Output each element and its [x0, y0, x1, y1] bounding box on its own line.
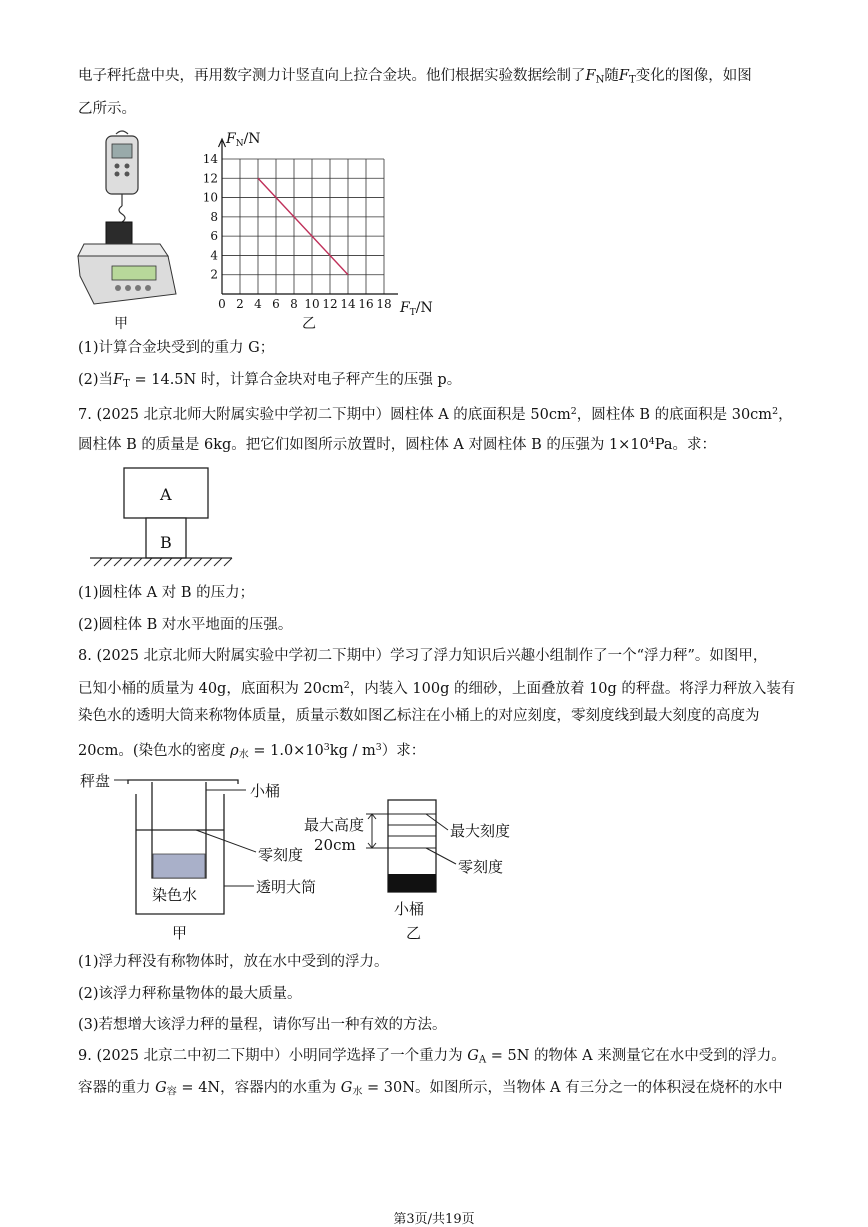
q8-text-c: ，内装入 — [349, 681, 413, 698]
q8-text-d: 的细砂，上面叠放着 — [449, 681, 590, 698]
scale-pan — [128, 780, 238, 784]
y-tick-label: 12 — [202, 171, 218, 186]
bucket-label: 小桶 — [250, 782, 281, 800]
y-tick-label: 6 — [210, 229, 218, 244]
q7-pressure-exp: 4 — [648, 436, 655, 447]
symbol-fn: F — [585, 68, 596, 84]
q7-line-1: 7. (2025 北京北师大附属实验中学初二下期中）圆柱体 A 的底面积是 $50cm^2$，圆柱体 B 的底面积是 $30cm^2$， — [78, 406, 793, 424]
data-line — [258, 178, 348, 274]
symbol-gw-sub: 水 — [352, 1086, 363, 1098]
x-tick-label: 8 — [290, 297, 298, 311]
q8-text-e: 的秤盘。将浮力秤放入装有 — [616, 681, 796, 698]
q7-text-e: 。把它们如图所示放置时，圆柱体 A 对圆柱体 B 的压强为 — [231, 437, 609, 454]
q7-mass-b: 6kg — [203, 437, 232, 454]
y-tick-label: 8 — [210, 209, 218, 224]
x-tick-label: 2 — [236, 297, 244, 311]
q8-density: = 1.0×10 — [248, 743, 324, 760]
q7-pressure-unit: Pa — [654, 437, 673, 454]
symbol-fn-sub: N — [595, 74, 605, 86]
x-axis-label: $F_T/N$ — [400, 300, 433, 318]
symbol-rho-sub: 水 — [238, 749, 249, 761]
q8-line-4 — [78, 738, 425, 766]
symbol-ft: F — [618, 68, 629, 84]
symbol-rho: ρ — [230, 743, 239, 760]
label-yi-8: 乙 — [406, 924, 422, 942]
q9-line-1 — [78, 1046, 786, 1071]
fn-ft-chart — [203, 131, 433, 318]
label-jia-8: 甲 — [172, 924, 188, 942]
label-yi: 乙 — [302, 316, 316, 332]
x-tick-label: 10 — [304, 297, 320, 311]
q6-part2-a: (2)当 — [78, 372, 114, 388]
q6-part1: (1)计算合金块受到的重力 G； — [78, 340, 275, 356]
bucket-sand — [388, 874, 436, 892]
q8-density-unit: kg / m — [329, 743, 376, 760]
zero-label: 零刻度 — [258, 846, 304, 864]
symbol-ga: G — [467, 1048, 479, 1064]
y-tick-label: 2 — [210, 267, 218, 282]
cylinder-a-label: A — [160, 485, 172, 504]
q8-mass: 40g — [198, 681, 227, 698]
q7-text-a: 7. (2025 北京北师大附属实验中学初二下期中）圆柱体 A 的底面积是 — [78, 407, 531, 424]
q9-text-d: ，容器内的水重为 — [220, 1080, 341, 1096]
q8-line-1: 8. (2025 北京北师大附属实验中学初二下期中）学习了浮力知识后兴趣小组制作了一个“浮力秤”。如图甲， — [78, 648, 768, 664]
symbol-gc: G — [155, 1080, 167, 1096]
q8-density-unit-exp: 3 — [375, 742, 382, 753]
q8-height: 20cm — [78, 743, 119, 760]
q7-text-d: 圆柱体 B 的质量是 — [78, 437, 204, 454]
q9-text-e: 。如图所示，当物体 A 有三分之一的体积浸在烧杯的水中 — [414, 1080, 783, 1096]
q6-part2 — [78, 370, 461, 395]
q7-text-c: ， — [778, 407, 793, 424]
y-tick-label: 14 — [202, 152, 218, 166]
y-tick-label: 4 — [210, 248, 218, 263]
max-scale-label: 最大刻度 — [450, 822, 511, 840]
q8-line-2: 已知小桶的质量为 40g，底面积为 $20cm^2$，内装入 100g 的细砂，上面叠放着 10g 的秤盘。将浮力秤放入装有 — [78, 680, 796, 698]
intro-line-1 — [78, 66, 752, 91]
figure-6 — [76, 126, 436, 336]
q7-text-b: ，圆柱体 B 的底面积是 — [576, 407, 732, 424]
q8-part3: (3)若想增大该浮力秤的量程，请你写出一种有效的方法。 — [78, 1017, 447, 1033]
q9-ga-value: = 5N — [486, 1048, 530, 1064]
x-tick-label: 4 — [254, 297, 262, 311]
label-jia: 甲 — [114, 316, 128, 332]
force-meter-illustration — [106, 131, 138, 222]
q9-text-a: 9. (2025 北京二中初二下期中）小明同学选择了一个重力为 — [78, 1048, 468, 1064]
bucket-label-yi: 小桶 — [394, 900, 425, 918]
q7-area-b: 30cm — [731, 407, 773, 424]
y-tick-label: 10 — [202, 190, 218, 205]
x-tick-label: 6 — [272, 297, 280, 311]
q8-line-3: 染色水的透明大筒来称物体质量，质量示数如图乙标注在小桶上的对应刻度，零刻度线到最大刻度的高度为 — [78, 708, 760, 724]
page-footer: 第3页/共19页 — [393, 1212, 475, 1227]
symbol-ft-q6: F — [113, 372, 124, 388]
x-tick-label: 18 — [376, 297, 392, 311]
symbol-ga-sub: A — [478, 1054, 487, 1066]
q8-pan: 10g — [589, 681, 617, 698]
cylinder-b-label: B — [160, 533, 172, 552]
q9-line-2 — [78, 1078, 783, 1103]
zero-scale-label: 零刻度 — [458, 858, 504, 876]
q7-line-2 — [78, 432, 716, 455]
y-axis-label: $F_N/N$ — [226, 131, 261, 149]
ground-hatching — [94, 558, 232, 566]
sand-fill — [153, 854, 205, 878]
q8-sand: 100g — [412, 681, 450, 698]
x-tick-label: 12 — [322, 297, 338, 311]
q9-text-b: 的物体 A 来测量它在水中受到的浮力。 — [529, 1048, 786, 1064]
q7-part2: (2)圆柱体 B 对水平地面的压强。 — [78, 617, 293, 633]
q8-part1: (1)浮力秤没有称物体时，放在水中受到的浮力。 — [78, 954, 389, 970]
intro-line-2: 乙所示。 — [78, 101, 136, 117]
symbol-ft-sub: T — [628, 74, 636, 86]
q8-density-exp: 3 — [323, 742, 330, 753]
q7-pressure: 1×10 — [608, 437, 649, 454]
zero-leader — [196, 830, 256, 852]
q8-text-a: 已知小桶的质量为 — [78, 681, 199, 698]
q6-ft-value: = 14.5N — [129, 372, 197, 388]
water-label: 染色水 — [152, 886, 198, 904]
figure-8 — [76, 768, 526, 942]
q7-part1: (1)圆柱体 A 对 B 的压力； — [78, 585, 255, 601]
max-height-label: 最大高度 — [304, 816, 365, 834]
q6-part2-b: 时，计算合金块对电子秤产生的压强 p。 — [196, 372, 462, 388]
x-tick-label: 14 — [340, 297, 356, 311]
intro-text-b: 随 — [604, 68, 619, 84]
figure-7 — [86, 462, 236, 570]
q7-text-f: 。求： — [672, 437, 717, 454]
q8-text-g: ）求： — [381, 743, 426, 760]
x-tick-label: 0 — [218, 297, 226, 311]
electronic-scale — [78, 244, 176, 304]
intro-text-c: 变化的图像，如图 — [635, 68, 752, 84]
intro-text-a: 电子秤托盘中央，再用数字测力计竖直向上拉合金块。他们根据实验数据绘制了 — [78, 68, 586, 84]
pan-label: 秤盘 — [80, 772, 111, 790]
q8-text-b: ，底面积为 — [226, 681, 304, 698]
cylinder-label: 透明大筒 — [256, 878, 317, 896]
q8-part2: (2)该浮力秤称量物体的最大质量。 — [78, 986, 302, 1002]
height-value-label: 20cm — [314, 836, 356, 854]
q7-area-a: 50cm — [530, 407, 571, 424]
symbol-ft-q6-sub: T — [123, 378, 130, 390]
q9-gw-value: = 30N — [362, 1080, 415, 1096]
symbol-gc-sub: 容 — [166, 1086, 177, 1098]
x-tick-label: 16 — [358, 297, 374, 311]
q8-area: 20cm — [303, 681, 344, 698]
q8-text-f: 。(染色水的密度 — [118, 743, 231, 760]
q9-gc-value: = 4N — [176, 1080, 221, 1096]
symbol-gw: G — [340, 1080, 353, 1096]
q9-text-c: 容器的重力 — [78, 1080, 156, 1096]
